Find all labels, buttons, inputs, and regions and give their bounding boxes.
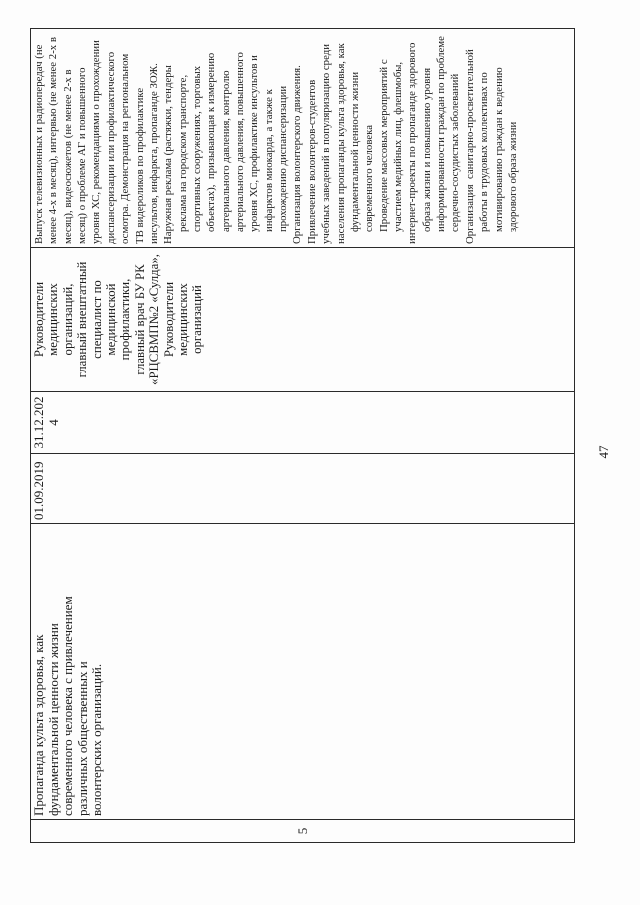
activity-line: сердечно-сосудистых заболеваний (449, 73, 462, 232)
responsible-line: главный врач БУ РК (132, 264, 147, 375)
responsible-line: медицинских (46, 283, 61, 356)
end-date-cell (31, 391, 574, 453)
activities-cell (31, 29, 574, 247)
activity-line: диспансеризации или профилактического (104, 51, 117, 244)
activity-line: инсультов, инфаркта, пропаганде ЗОЖ. (147, 63, 160, 244)
activity-line: информированности граждан по проблеме (435, 36, 448, 232)
activity-line: прохождению диспансеризации (277, 85, 290, 232)
activity-line: участием медийных лиц, флешмобы, (391, 61, 404, 232)
responsible-line: профилактики, (118, 278, 133, 361)
activity-line: Наружная реклама (растяжки, тендеры (162, 65, 175, 244)
start-date-cell (31, 453, 574, 523)
measure-name-cell (31, 523, 574, 819)
activity-line: уровня ХС, рекомендациями о прохождении (90, 40, 103, 244)
activity-line: современного человека (363, 124, 376, 232)
end-date: 31.12.2024 (31, 396, 61, 449)
activity-line: мотивированию граждан к ведению (492, 67, 505, 232)
responsible-line: Руководители (32, 281, 46, 358)
responsible-line: главный внештатный (75, 261, 90, 378)
responsible-line: организаций (190, 285, 205, 354)
responsible-line: медицинских (176, 283, 191, 356)
activity-line: Организация волонтерского движения. (291, 65, 304, 244)
responsible-line: специалист по (89, 280, 104, 359)
measure-line: современного человека с привлечением (60, 596, 75, 816)
measures-table (30, 28, 575, 843)
activity-line: объектах), призывающая к измерению (205, 52, 218, 232)
measure-line: Пропаганда культа здоровья, как (31, 634, 46, 816)
activity-line: фундаментальной ценности жизни (348, 71, 361, 232)
activity-line: интернет-проекты по пропаганде здорового (406, 42, 419, 244)
activity-line: уровня ХС, профилактике инсультов и (248, 55, 261, 232)
activity-line: артериального давления, контролю (219, 70, 232, 232)
row-number-cell (31, 819, 574, 842)
activity-line: Организация санитарно-просветительной (463, 49, 476, 244)
activity-line: образа жизни и повышению уровня (420, 67, 433, 232)
rotated-table-wrapper (30, 28, 575, 843)
activity-line: Проведение массовых мероприятий с (377, 59, 390, 232)
measure-line: фундаментальной ценности жизни (45, 623, 61, 816)
activity-line: работы в трудовых коллективах по (478, 72, 491, 232)
responsible-line: Руководители (161, 281, 176, 358)
start-date: 01.09.2019 (31, 461, 46, 520)
activity-line: Привлечение волонтеров-студентов (305, 79, 318, 244)
activity-line: ТВ видероликов по профилактике (133, 87, 146, 244)
responsible-cell (31, 247, 574, 391)
activity-line: месяц) о проблеме АГ и повышенного (76, 67, 89, 244)
responsible-line: организаций, (60, 283, 75, 356)
page-number: 47 (596, 445, 611, 459)
responsible-line: «РЦСВМП№2 «Сулда», (147, 254, 162, 385)
activity-line: населения пропаганды культа здоровья, как (334, 43, 347, 244)
measure-line: волонтерских организаций. (89, 663, 104, 816)
row-number: 5 (294, 827, 310, 835)
activity-line: инфарктов миокарда, а также к (262, 89, 275, 232)
activity-line: реклама на городском транспорте, (176, 74, 189, 232)
activity-line: артериального давления, повышенного (234, 52, 247, 232)
activity-line: осмотра. Демонстрация на региональном (119, 53, 132, 244)
activity-line: спортивных сооружениях, торговых (190, 65, 203, 232)
responsible-line: медицинской (104, 283, 119, 356)
activity-line: месяц), видеосюжетов (не менее 2-х в (61, 69, 74, 244)
activity-line: менее 4-х в месяц), интервью (не менее 2-х в (47, 37, 60, 244)
measure-line: различных общественных и (74, 661, 90, 816)
activity-line: учебных заведений в популяризацию среди (320, 43, 333, 244)
activity-line: Выпуск телевизионных и радиопередач (не (33, 44, 45, 244)
activity-line: здорового образа жизни (506, 121, 519, 232)
